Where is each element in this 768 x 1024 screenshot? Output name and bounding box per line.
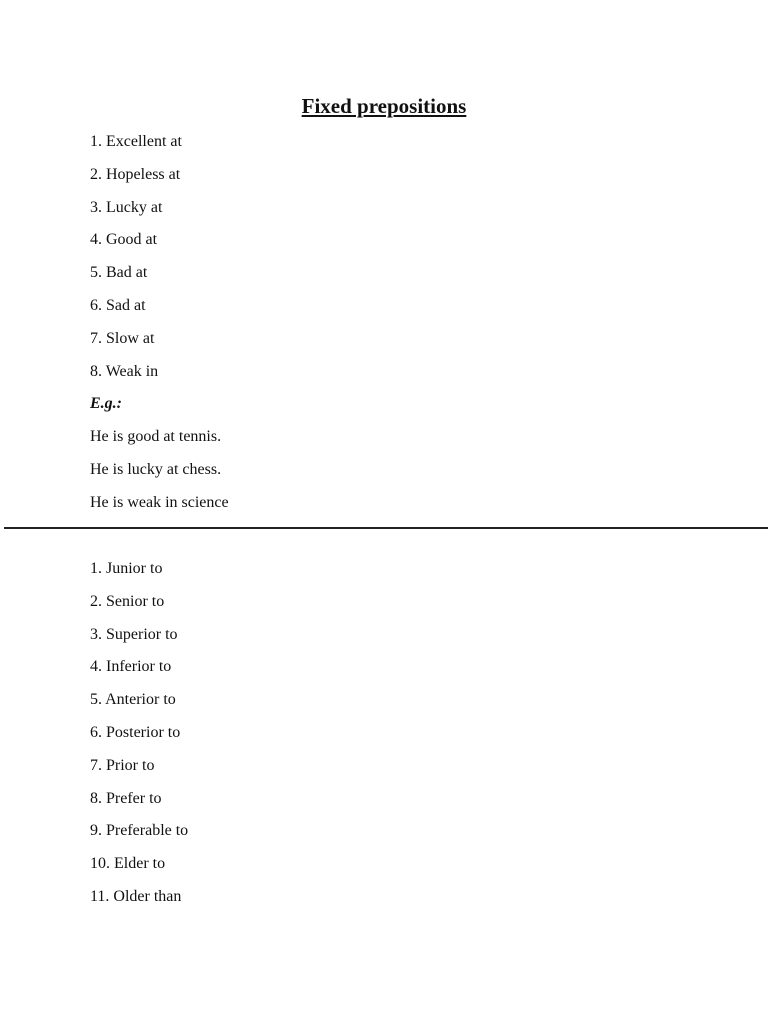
list-item: 7. Prior to bbox=[90, 756, 155, 774]
list-item: 3. Lucky at bbox=[90, 198, 163, 216]
list-item: 5. Bad at bbox=[90, 264, 148, 282]
list-item: 8. Prefer to bbox=[90, 789, 162, 807]
example-sentence: He is good at tennis. bbox=[90, 428, 222, 446]
list-item: 9. Preferable to bbox=[90, 822, 189, 840]
list-item: 3. Superior to bbox=[90, 625, 178, 643]
section-divider bbox=[4, 527, 768, 529]
list-item: 4. Good at bbox=[90, 231, 158, 249]
list-item: 7. Slow at bbox=[90, 329, 155, 347]
list-item: 11. Older than bbox=[90, 887, 182, 905]
list-item: 2. Hopeless at bbox=[90, 165, 181, 183]
list-item: 1. Junior to bbox=[90, 560, 163, 577]
list-item: 10. Elder to bbox=[90, 855, 166, 873]
list-item: 6. Sad at bbox=[90, 296, 146, 314]
example-sentence: He is weak in science bbox=[90, 493, 229, 511]
list-item: 2. Senior to bbox=[90, 592, 165, 610]
list-item: 8. Weak in bbox=[90, 362, 159, 380]
example-label: E.g.: bbox=[90, 395, 122, 413]
list-item: 4. Inferior to bbox=[90, 658, 172, 676]
list-item: 1. Excellent at bbox=[90, 133, 182, 150]
example-sentence: He is lucky at chess. bbox=[90, 460, 222, 478]
list-item: 6. Posterior to bbox=[90, 723, 181, 741]
preposition-list-to-than bbox=[90, 559, 188, 920]
preposition-list-at-in bbox=[90, 132, 229, 526]
list-item: 5. Anterior to bbox=[90, 691, 176, 709]
page-title: Fixed prepositions bbox=[301, 94, 467, 118]
